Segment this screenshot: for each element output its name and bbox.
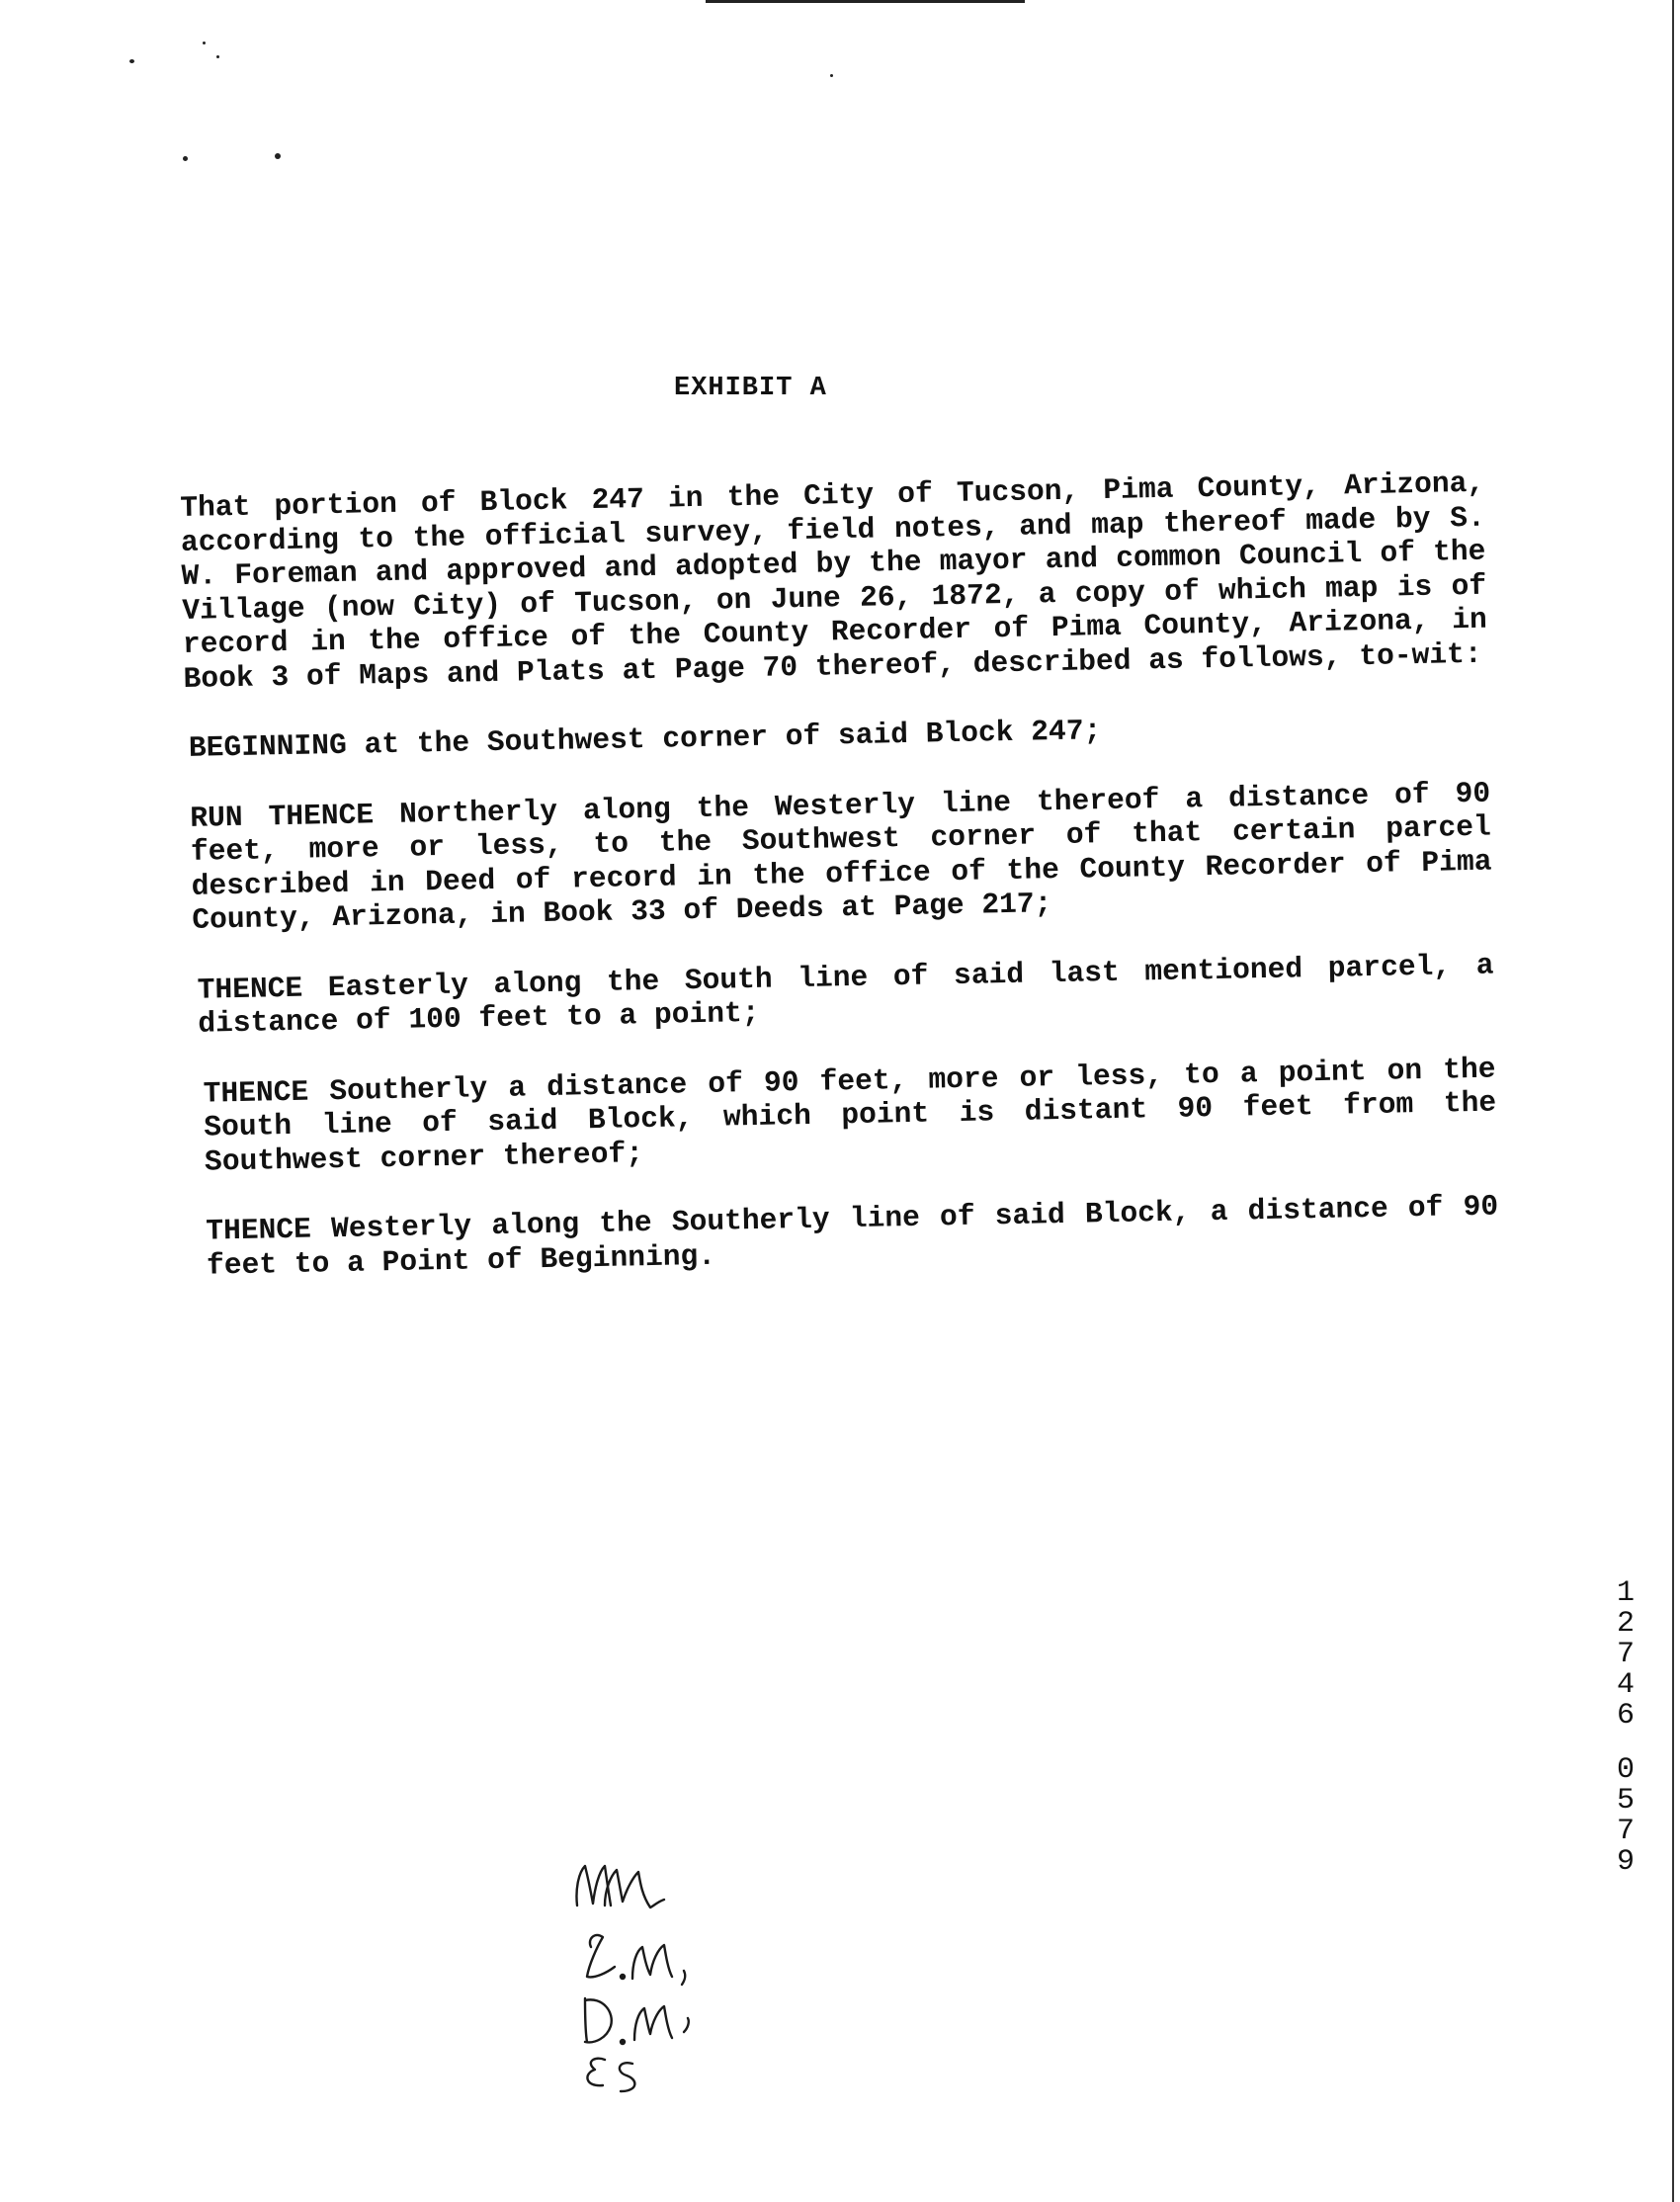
paragraph-easterly: THENCE Easterly along the South line of said last mentioned parcel, a distance of 100 feet to a point;: [197, 948, 1494, 1041]
stamp-book-number: 1 2 7 4 6: [1616, 1576, 1635, 1733]
exhibit-title: EXHIBIT A: [674, 374, 827, 403]
scan-speck: [183, 156, 188, 161]
paragraph-parcel-intro: That portion of Block 247 in the City of Tucson, Pima County, Arizona, according to the official survey, field notes, and map thereof made by S. W. Foreman and approved and adopted by the mayor and common Council of the Village (now City) of Tucson, on June 26, 1872, a copy of which map is of record in the office of the County Recorder of Pima County, Arizona, in Book 3 of Maps and Plats at Page 70 thereof, described as follows, to-wit:: [180, 466, 1488, 696]
paragraph-beginning: BEGINNING at the Southwest corner of said Block 247;: [188, 714, 1102, 765]
right-edge-line: [1672, 0, 1674, 2202]
legal-description: [180, 466, 1500, 1318]
paragraph-run-northerly: RUN THENCE Northerly along the Westerly line thereof a distance of 90 feet, more or less, to the Southwest corner of that certain parcel described in Deed of record in the office of the County Recorder of Pima County, Arizona, in Book 33 of Deeds at Page 217;: [190, 776, 1492, 937]
paragraph-southerly: THENCE Southerly a distance of 90 feet, more or less, to a point on the South line of said Block, which point is distant 90 feet from the Southwest corner thereof;: [203, 1052, 1497, 1179]
scan-speck: [830, 74, 833, 77]
scan-speck: [216, 55, 219, 58]
scan-speck: [129, 59, 134, 63]
recording-stamp: [1606, 1578, 1645, 1878]
paragraph-westerly: THENCE Westerly along the Southerly line of said Block, a distance of 90 feet to a Point of Beginning.: [206, 1189, 1499, 1283]
top-rule-line: [706, 0, 1025, 3]
handwritten-initials-signature: [555, 1848, 753, 2105]
scan-speck: [203, 42, 206, 44]
stamp-page-number: 0 5 7 9: [1616, 1753, 1635, 1879]
scan-speck: [275, 153, 281, 159]
